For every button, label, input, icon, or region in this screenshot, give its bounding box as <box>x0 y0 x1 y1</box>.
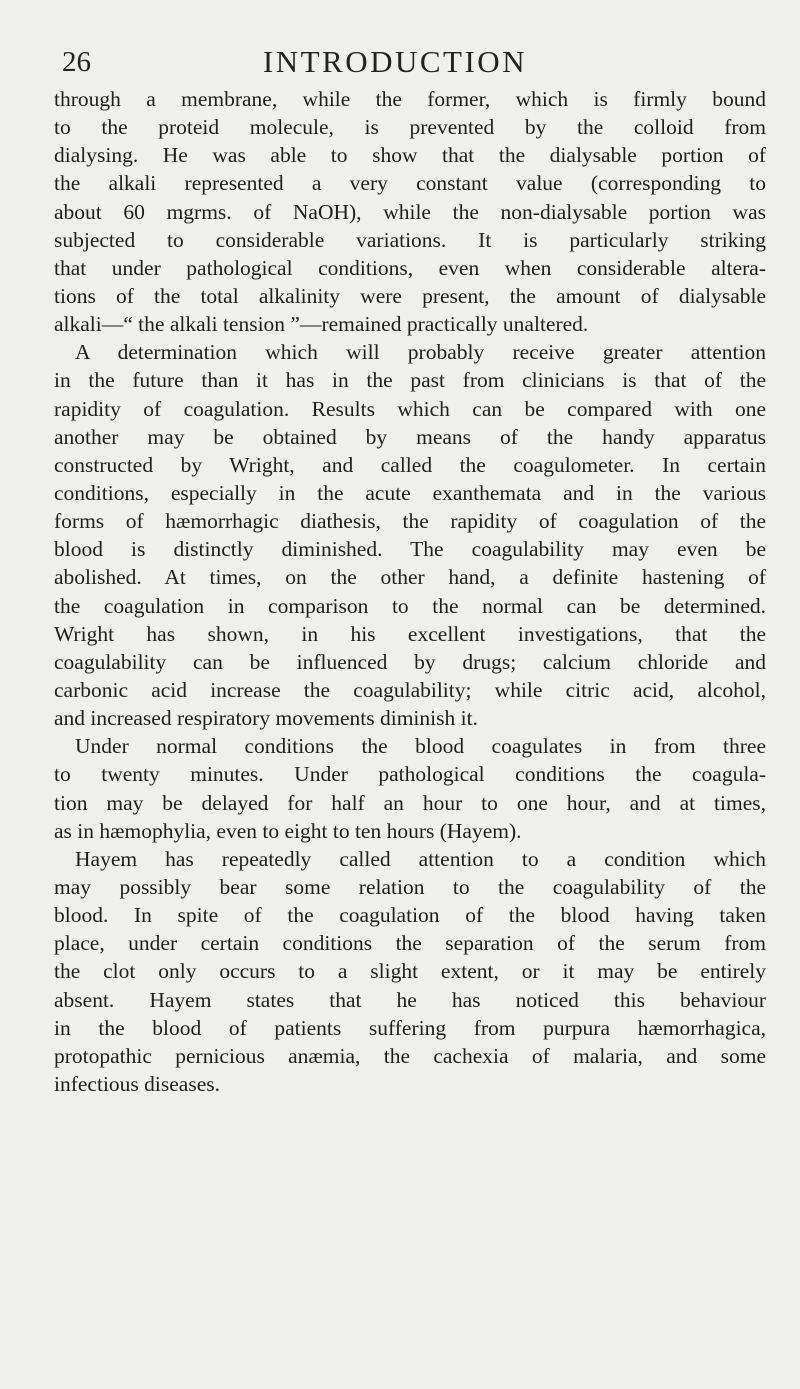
text-line: as in hæmophylia, even to eight to ten hours (Hayem). <box>54 818 522 843</box>
text-line: tion may be delayed for half an hour to one hour, and at times, <box>54 790 766 815</box>
text-line: subjected to considerable variations. It is particularly striking <box>54 227 766 252</box>
text-line: the clot only occurs to a slight extent, or it may be entirely <box>54 959 766 984</box>
page-number: 26 <box>62 46 91 78</box>
text-line: the coagulation in comparison to the normal can be determined. <box>54 593 766 618</box>
text-line: rapidity of coagulation. Results which can be compared with one <box>54 396 766 421</box>
text-line: infectious diseases. <box>54 1071 220 1096</box>
text-line: coagulability can be influenced by drugs; calcium chloride and <box>54 649 766 674</box>
text-line: place, under certain conditions the separation of the serum from <box>54 931 766 956</box>
text-line: abolished. At times, on the other hand, a definite hastening of <box>54 565 766 590</box>
text-line: constructed by Wright, and called the coagulometer. In certain <box>54 452 766 477</box>
text-line: carbonic acid increase the coagulability; while citric acid, alcohol, <box>54 677 766 702</box>
text-line: blood. In spite of the coagulation of the blood having taken <box>54 903 766 928</box>
paragraph-first-line: A determination which will probably receive greater attention <box>75 340 766 365</box>
text-line: another may be obtained by means of the handy apparatus <box>54 424 766 449</box>
text-line: in the future than it has in the past from clinicians is that of the <box>54 368 766 393</box>
text-line: that under pathological conditions, even when considerable altera- <box>54 255 766 280</box>
paragraph-first-line: Under normal conditions the blood coagulates in from three <box>75 734 766 759</box>
running-title: INTRODUCTION <box>262 44 528 79</box>
running-head <box>0 42 800 82</box>
text-line: in the blood of patients suffering from purpura hæmorrhagica, <box>54 1015 766 1040</box>
text-line: through a membrane, while the former, which is firmly bound <box>54 87 766 111</box>
text-line: Wright has shown, in his excellent investigations, that the <box>54 621 766 646</box>
text-line: to the proteid molecule, is prevented by the colloid from <box>54 115 766 140</box>
text-line: alkali—“ the alkali tension ”—remained practically unaltered. <box>54 312 589 337</box>
text-line: protopathic pernicious anæmia, the cachexia of malaria, and some <box>54 1043 766 1068</box>
text-line: conditions, especially in the acute exanthemata and in the various <box>54 480 766 505</box>
text-line: the alkali represented a very constant value (corresponding to <box>54 171 766 196</box>
text-line: forms of hæmorrhagic diathesis, the rapidity of coagulation of the <box>54 509 766 534</box>
text-line: may possibly bear some relation to the coagulability of the <box>54 874 766 899</box>
text-line: tions of the total alkalinity were present, the amount of dialysable <box>54 283 766 308</box>
text-line: dialysing. He was able to show that the dialysable portion of <box>54 143 766 168</box>
body-text <box>54 85 766 1098</box>
text-line: about 60 mgrms. of NaOH), while the non-dialysable portion was <box>54 199 766 224</box>
text-line: to twenty minutes. Under pathological conditions the coagula- <box>54 762 766 787</box>
text-line: blood is distinctly diminished. The coagulability may even be <box>54 537 766 562</box>
paragraph-first-line: Hayem has repeatedly called attention to a condition which <box>75 846 766 871</box>
text-line: absent. Hayem states that he has noticed this behaviour <box>54 987 766 1012</box>
text-line: and increased respiratory movements diminish it. <box>54 706 478 731</box>
